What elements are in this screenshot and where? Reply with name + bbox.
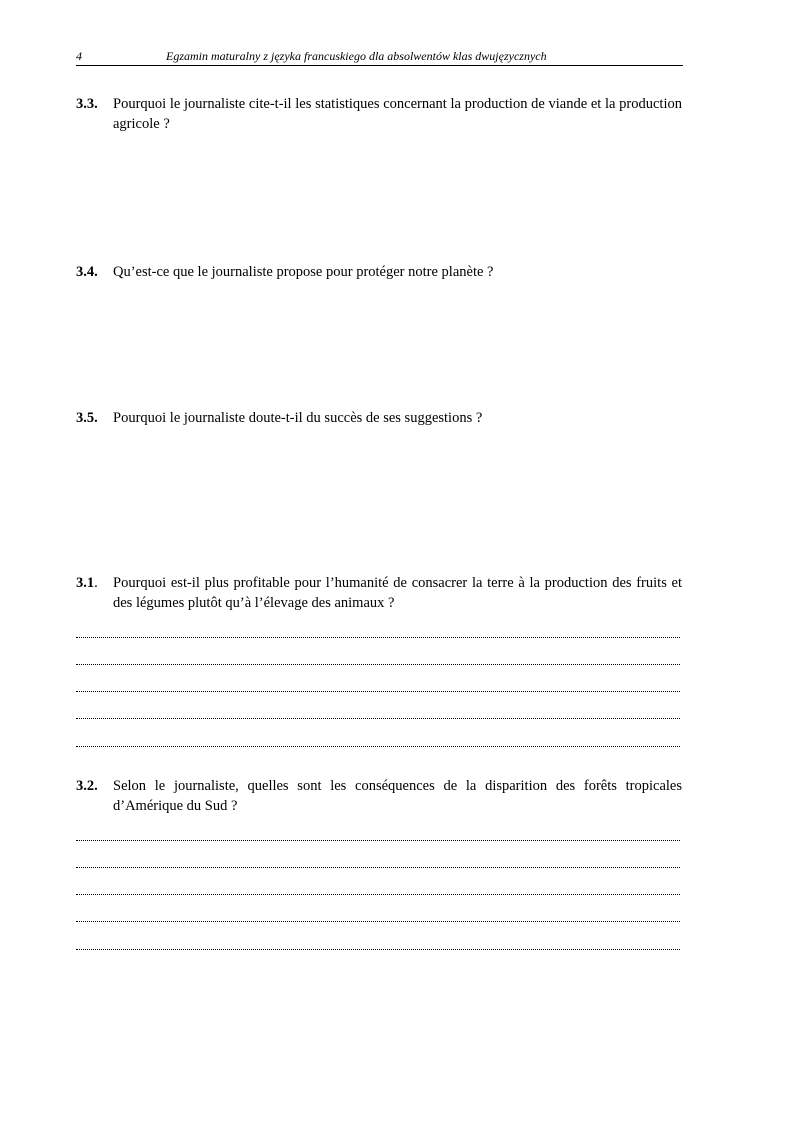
answer-line[interactable] xyxy=(76,894,680,895)
question-3-5 xyxy=(76,408,682,428)
question-number: 3.1. xyxy=(76,575,98,591)
page-header xyxy=(76,48,683,66)
answer-line[interactable] xyxy=(76,840,680,841)
question-number: 3.4. xyxy=(76,264,98,280)
answer-line[interactable] xyxy=(76,867,680,868)
header-title: Egzamin maturalny z języka francuskiego dla absolwentów klas dwujęzycznych xyxy=(166,49,547,63)
question-3-1 xyxy=(76,573,682,613)
question-text: Pourquoi est-il plus profitable pour l’humanité de consacrer la terre à la production des fruits et des légumes plutôt qu’à l’élevage des animaux ? xyxy=(113,575,682,611)
answer-line[interactable] xyxy=(76,746,680,747)
answer-line[interactable] xyxy=(76,921,680,922)
answer-line[interactable] xyxy=(76,664,680,665)
question-3-2 xyxy=(76,776,682,816)
question-text: Qu’est-ce que le journaliste propose pour protéger notre planète ? xyxy=(113,264,494,280)
question-text: Pourquoi le journaliste doute-t-il du succès de ses suggestions ? xyxy=(113,410,483,426)
answer-line[interactable] xyxy=(76,718,680,719)
page-number: 4 xyxy=(76,49,82,63)
question-3-3 xyxy=(76,94,682,134)
question-number: 3.5. xyxy=(76,410,98,426)
question-text: Selon le journaliste, quelles sont les conséquences de la disparition des forêts tropicales d’Amérique du Sud ? xyxy=(113,778,682,814)
question-3-4 xyxy=(76,262,682,282)
question-text: Pourquoi le journaliste cite-t-il les statistiques concernant la production de viande et la production agricole ? xyxy=(113,96,682,132)
question-number: 3.3. xyxy=(76,96,98,112)
answer-line[interactable] xyxy=(76,949,680,950)
answer-line[interactable] xyxy=(76,691,680,692)
question-number: 3.2. xyxy=(76,778,98,794)
answer-line[interactable] xyxy=(76,637,680,638)
